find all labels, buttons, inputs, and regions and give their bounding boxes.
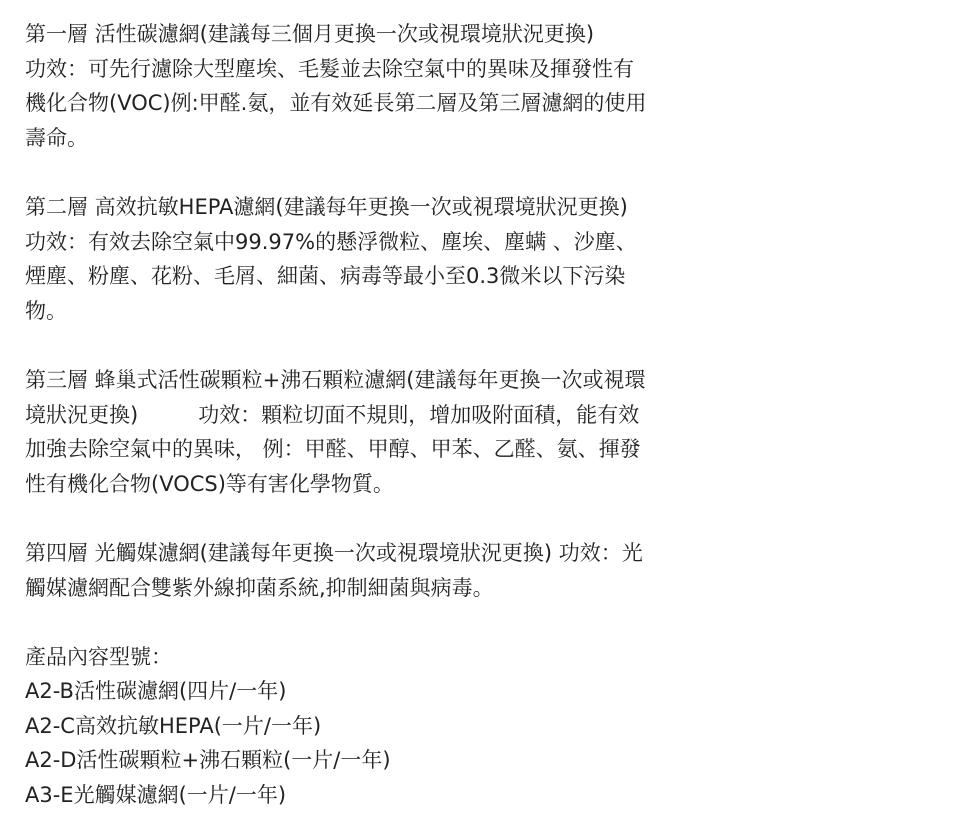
filter-layer-1-text: 壽命。 <box>25 125 88 150</box>
product-model-heading: 產品內容型號： <box>25 644 172 669</box>
filter-layer-3-text: 加強去除空氣中的異味， 例：甲醛、甲醇、甲苯、乙醛、氨、揮發 <box>25 437 641 462</box>
filter-layer-4-title: 第四層 光觸媒濾網(建議每年更換一次或視環境狀況更換) 功效：光 <box>25 540 643 565</box>
product-model-item: A2-C高效抗敏HEPA(一片/一年) <box>25 713 322 738</box>
filter-layer-1-text: 機化合物(VOC)例:甲醛.氨，並有效延長第二層及第三層濾網的使用 <box>25 91 647 116</box>
product-model-list <box>25 640 755 813</box>
filter-layer-2-text: 功效：有效去除空氣中99.97%的懸浮微粒、塵埃、塵螨 、沙塵、 <box>25 229 637 254</box>
filter-layer-1 <box>25 17 755 155</box>
filter-layer-2-text: 物。 <box>25 298 67 323</box>
filter-layer-1-title: 第一層 活性碳濾網(建議每三個月更換一次或視環境狀況更換) <box>25 22 595 46</box>
filter-layer-3 <box>25 363 755 501</box>
filter-layer-2 <box>25 190 755 328</box>
product-model-item: A2-D活性碳顆粒+沸石顆粒(一片/一年) <box>25 748 391 773</box>
product-description <box>25 17 755 813</box>
product-model-item: A2-B活性碳濾網(四片/一年) <box>25 679 287 704</box>
filter-layer-3-title: 第三層 蜂巢式活性碳顆粒+沸石顆粒濾網(建議每年更換一次或視環 <box>25 367 646 392</box>
product-model-item: A3-E光觸媒濾網(一片/一年) <box>25 783 287 808</box>
filter-layer-2-text: 煙塵、粉塵、花粉、毛屑、細菌、病毒等最小至0.3微米以下污染 <box>25 264 626 289</box>
filter-layer-1-text: 功效：可先行濾除大型塵埃、毛髮並去除空氣中的異味及揮發性有 <box>25 56 634 81</box>
filter-layer-3-text: 性有機化合物(VOCS)等有害化學物質。 <box>25 471 394 496</box>
filter-layer-4-text: 觸媒濾網配合雙紫外線抑菌系統,抑制細菌與病毒。 <box>25 575 494 600</box>
filter-layer-4 <box>25 536 755 605</box>
filter-layer-2-title: 第二層 高效抗敏HEPA濾網(建議每年更換一次或視環境狀況更換) <box>25 194 628 219</box>
filter-layer-3-text: 境狀況更換) 功效：顆粒切面不規則，增加吸附面積，能有效 <box>25 402 640 427</box>
